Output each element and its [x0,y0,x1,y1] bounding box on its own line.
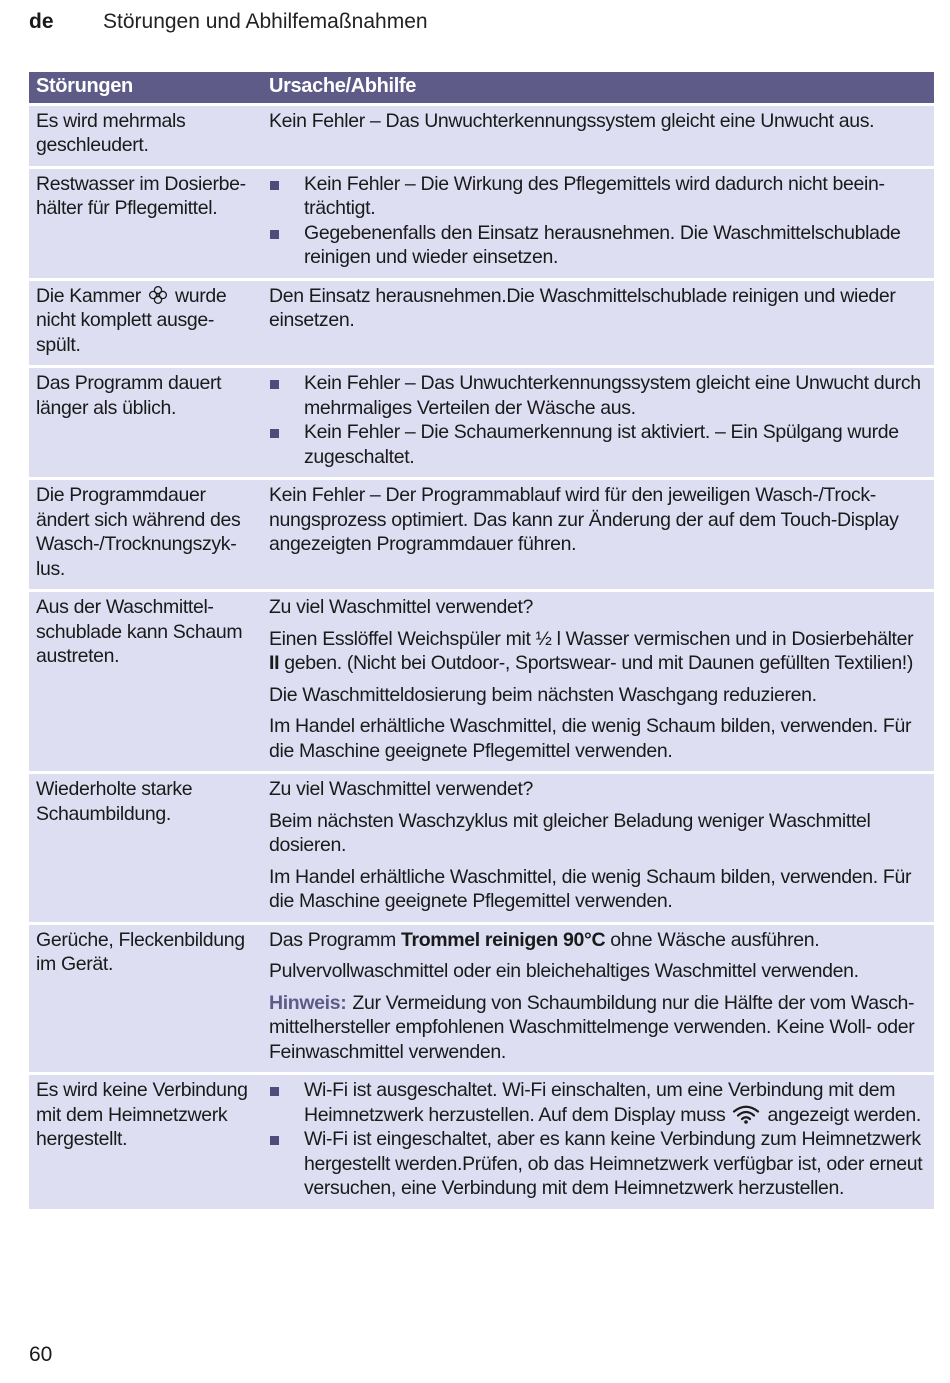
fault-cell: Die Programmdauer ändert sich während des Wasch-/Trocknungszyk- lus. [29,480,262,589]
remedy-cell [262,368,934,477]
square-bullet-icon [270,1136,279,1145]
table-row [29,592,934,771]
remedy-text: Das Programm [269,928,396,951]
note-paragraph [269,991,927,1065]
fault-cell: Es wird keine Verbindung mit dem Heimnetzwerk hergestellt. [29,1075,262,1209]
remedy-cell: Kein Fehler – Das Unwuchterkennungssystem gleicht eine Unwucht aus. [262,106,934,166]
remedy-paragraph: Im Handel erhältliche Waschmittel, die wenig Schaum bilden, verwenden. Für die Maschine geeignete Pflegemittel verwenden. [269,865,912,912]
language-code: de [29,10,54,33]
remedy-cell [262,1075,934,1209]
column-header-remedy: Ursache/Abhilfe [262,72,934,103]
note-label: Hinweis: [269,991,347,1014]
fault-cell: Es wird mehrmals geschleudert. [29,106,262,166]
remedy-paragraph [269,928,927,953]
flower-compartment-icon [148,285,168,305]
fault-text-pre: Die Kammer [36,284,141,307]
remedy-bullet [269,1078,927,1127]
remedy-bullet-text: Wi-Fi ist ausgeschaltet. Wi-Fi einschalten, um eine Verbindung mit dem Heimnetzwerk herzustellen. Auf dem Display muss [304,1079,896,1126]
remedy-bullet-text: Kein Fehler – Die Schaumerkennung ist aktiviert. – Ein Spülgang wurde zugeschaltet. [304,421,899,468]
fault-cell: Restwasser im Dosierbe- hälter für Pflegemittel. [29,169,262,278]
remedy-bullet-list [269,371,927,469]
page-header [29,8,428,36]
remedy-cell [262,592,934,771]
page-number: 60 [29,1343,53,1366]
remedy-paragraph: Beim nächsten Waschzyklus mit gleicher Beladung weniger Waschmittel dosieren. [269,809,871,856]
square-bullet-icon [270,380,279,389]
remedy-bullet-text: Wi-Fi ist eingeschaltet, aber es kann keine Verbindung zum Heimnetzwerk hergestellt werden.Prüfen, ob das Heimnetzwerk verfügbar ist, oder erneut versuchen, eine Verbindung mit dem Heimnetzwerk herzustellen. [304,1128,923,1199]
table-row [29,169,934,278]
square-bullet-icon [270,1087,279,1096]
remedy-bullet [269,1127,927,1201]
remedy-paragraph: Im Handel erhältliche Waschmittel, die wenig Schaum bilden, verwenden. Für die Maschine geeignete Pflegemittel verwenden. [269,715,912,762]
remedy-bullet-text: angezeigt werden. [767,1103,921,1126]
note-text: Zur Vermeidung von Schaumbildung nur die Hälfte der vom Wasch- mittelhersteller empfohlenen Waschmittelmenge verwenden. Keine Woll- oder Feinwaschmittel verwenden. [269,991,915,1063]
remedy-text: ohne Wäsche ausführen. [610,928,820,951]
wifi-icon [732,1104,760,1124]
remedy-text: Einen Esslöffel Weichspüler mit ½ l Wasser vermischen und in Dosierbehälter [269,627,914,650]
square-bullet-icon [270,230,279,239]
table-row [29,1075,934,1209]
remedy-cell: Kein Fehler – Der Programmablauf wird für den jeweiligen Wasch-/Trock- nungsprozess optimiert. Das kann zur Änderung der auf dem Touch-Display angezeigten Programmdauer führen. [262,480,934,589]
table-row [29,281,934,366]
remedy-bullet [269,420,927,469]
section-title: Störungen und Abhilfemaßnahmen [103,10,428,33]
fault-cell: Das Programm dauert länger als üblich. [29,368,262,477]
troubleshooting-table [29,69,934,1212]
remedy-paragraph [269,627,927,676]
remedy-bullet [269,371,927,420]
fault-cell: Aus der Waschmittel- schublade kann Schaum austreten. [29,592,262,771]
compartment-marker: II [269,652,280,674]
remedy-paragraph: Pulvervollwaschmittel oder ein bleichehaltiges Waschmittel verwenden. [269,960,859,982]
remedy-cell [262,925,934,1073]
table-row [29,106,934,166]
fault-cell [29,281,262,366]
remedy-bullet-list [269,172,927,270]
square-bullet-icon [270,181,279,190]
fault-cell: Gerüche, Fleckenbildung im Gerät. [29,925,262,1073]
remedy-bullet [269,221,927,270]
remedy-bullet [269,172,927,221]
table-row [29,774,934,922]
column-header-faults: Störungen [29,72,262,103]
remedy-paragraph: Die Waschmitteldosierung beim nächsten Waschgang reduzieren. [269,683,817,706]
remedy-cell: Den Einsatz herausnehmen.Die Waschmittelschublade reinigen und wieder einsetzen. [262,281,934,366]
table-row [29,925,934,1073]
remedy-cell [262,169,934,278]
square-bullet-icon [270,429,279,438]
table-header-row [29,72,934,103]
remedy-bullet-text: Kein Fehler – Das Unwuchterkennungssystem gleicht eine Unwucht durch mehrmaliges Verteilen der Wäsche aus. [304,372,921,419]
table-row [29,368,934,477]
remedy-paragraph: Zu viel Waschmittel verwendet? [269,596,534,618]
fault-cell: Wiederholte starke Schaumbildung. [29,774,262,922]
fault-text-post: wurde nicht komplett ausge- spült. [36,284,227,356]
remedy-paragraph: Zu viel Waschmittel verwendet? [269,778,534,800]
remedy-cell [262,774,934,922]
remedy-bullet-text: Gegebenenfalls den Einsatz herausnehmen. Die Waschmittelschublade reinigen und wieder einsetzen. [304,221,901,268]
remedy-bullet-list [269,1078,927,1201]
table-row [29,480,934,589]
remedy-bullet-text: Kein Fehler – Die Wirkung des Pflegemittels wird dadurch nicht beein- trächtigt. [304,172,885,219]
program-name: Trommel reinigen 90°C [401,928,606,951]
remedy-text: geben. (Nicht bei Outdoor-, Sportswear- und mit Daunen gefüllten Textilien!) [284,652,914,674]
